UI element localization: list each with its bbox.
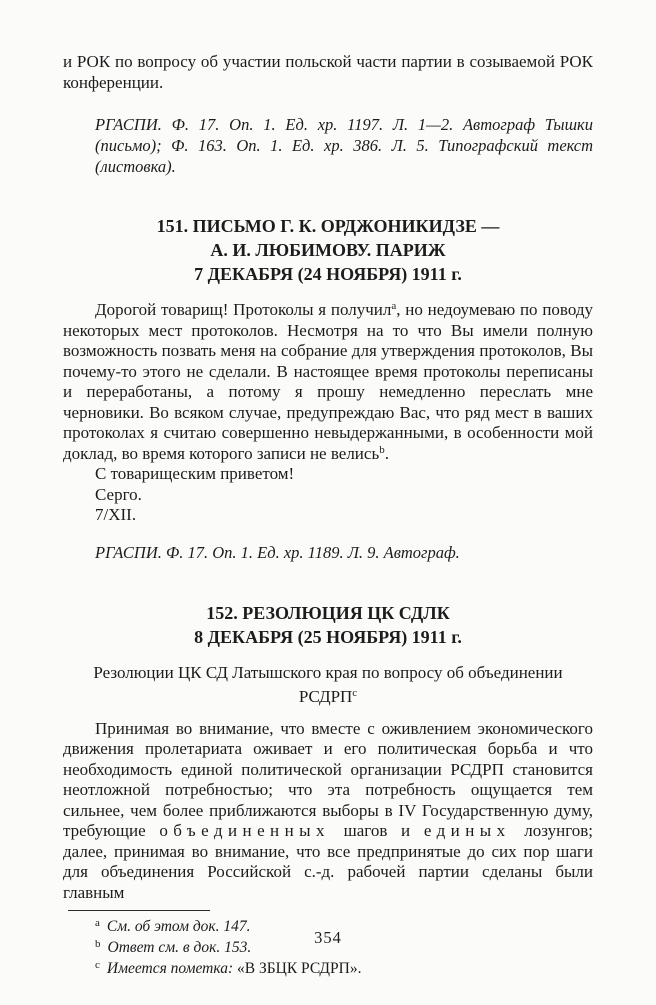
letter-closing: С товарищеским приветом! [95,464,295,483]
footnote-text-a: См. об этом док. 147. [106,918,251,935]
resolution-text-part1: Принимая во внимание, что вместе с оживлением экономического движения пролетариата оживает и его политическая борьба и что необходимость единой политической организации РСДРП становится неотложной потребностью; что эта потребность ощущается тем сильнее, чем более приближаются выборы в IV Государственную думу, требующие [63,718,593,840]
prev-doc-paragraph-end [63,52,593,93]
doc-151-title-line3: 7 ДЕКАБРЯ (24 НОЯБРЯ) 1911 г. [194,264,462,284]
doc-152-body [63,719,593,904]
page-number: 354 [314,928,342,947]
archive-reference-prev-doc: РГАСПИ. Ф. 17. Оп. 1. Ед. хр. 1197. Л. 1—2. Автограф Тышки (письмо); Ф. 163. Оп. 1. Ед. хр. 386. Л. 5. Типографский текст (листовка). [95,115,593,176]
footnote-ref-c: c [352,686,358,699]
archive-reference-doc-151: РГАСПИ. Ф. 17. Оп. 1. Ед. хр. 1189. Л. 9. Автограф. [95,542,460,562]
footnote-ref-a: a [391,300,397,312]
subtitle-line2: РСДРП [298,686,353,706]
letter-signature: Серго. [95,484,142,504]
doc-152-title-line2: 8 ДЕКАБРЯ (25 НОЯБРЯ) 1911 г. [194,626,462,647]
doc-151-title-line2: А. И. ЛЮБИМОВУ. ПАРИЖ [210,240,446,260]
footnote-marker-a: a [95,917,100,929]
footnote-divider [68,910,210,911]
subtitle-line1: Резолюции ЦК СД Латышского края по вопросу об объединении [93,662,563,682]
footnote-marker-b: b [95,938,101,950]
letter-text-part3: . [384,443,389,463]
doc-151-title-line1: 151. ПИСЬМО Г. К. ОРДЖОНИКИДЗЕ — [156,216,500,236]
emphasized-word-2: единых [423,821,511,840]
footnote-text-b: Ответ см. в док. 153. [107,939,252,956]
resolution-text-part2: шагов и [329,821,424,840]
footnote-item-c [95,958,593,979]
doc-152-subtitle [63,661,593,709]
footnote-text-c-italic: Имеется пометка: [106,960,234,977]
footnote-ref-b: b [379,443,385,456]
doc-152-title [63,601,593,649]
letter-text-part1: Дорогой товарищ! Протоколы я получил [95,300,392,319]
doc-151-title [63,214,593,286]
resolution-text-part3: лозунгов; далее, принимая во внимание, что все предпринятые до сих пор шаги для объединения Российской с.-д. рабочей партии сделаны были главным [63,821,593,902]
footnote-text-c-upright: «В ЗБЦК РСДРП». [233,960,362,977]
footnote-marker-c: c [95,959,100,971]
doc-151-letter-body [63,300,593,464]
letter-date: 7/XII. [95,505,137,524]
prev-doc-text: и РОК по вопросу об участии польской части партии в созываемой РОК конференции. [63,52,593,92]
letter-text-part2: , но недоумеваю по поводу некоторых мест протоколов. Несмотря на то что Вы имели полную возможность позвать меня на собрание для утверждения протоколов, Вы почему-то этого не сделали. В настоящее время протоколы переписаны и переработаны, а потому я прошу немедленно переслать мне черновики. Во всяком случае, предупреждаю Вас, что ряд мест в ваших протоколах я считаю совершенно невыдержанными, в особенности мой доклад, во время которого записи не велись [63,300,593,463]
emphasized-word-1: объединенных [159,821,330,840]
doc-152-title-line1: 152. РЕЗОЛЮЦИЯ ЦК СДЛК [206,602,450,623]
